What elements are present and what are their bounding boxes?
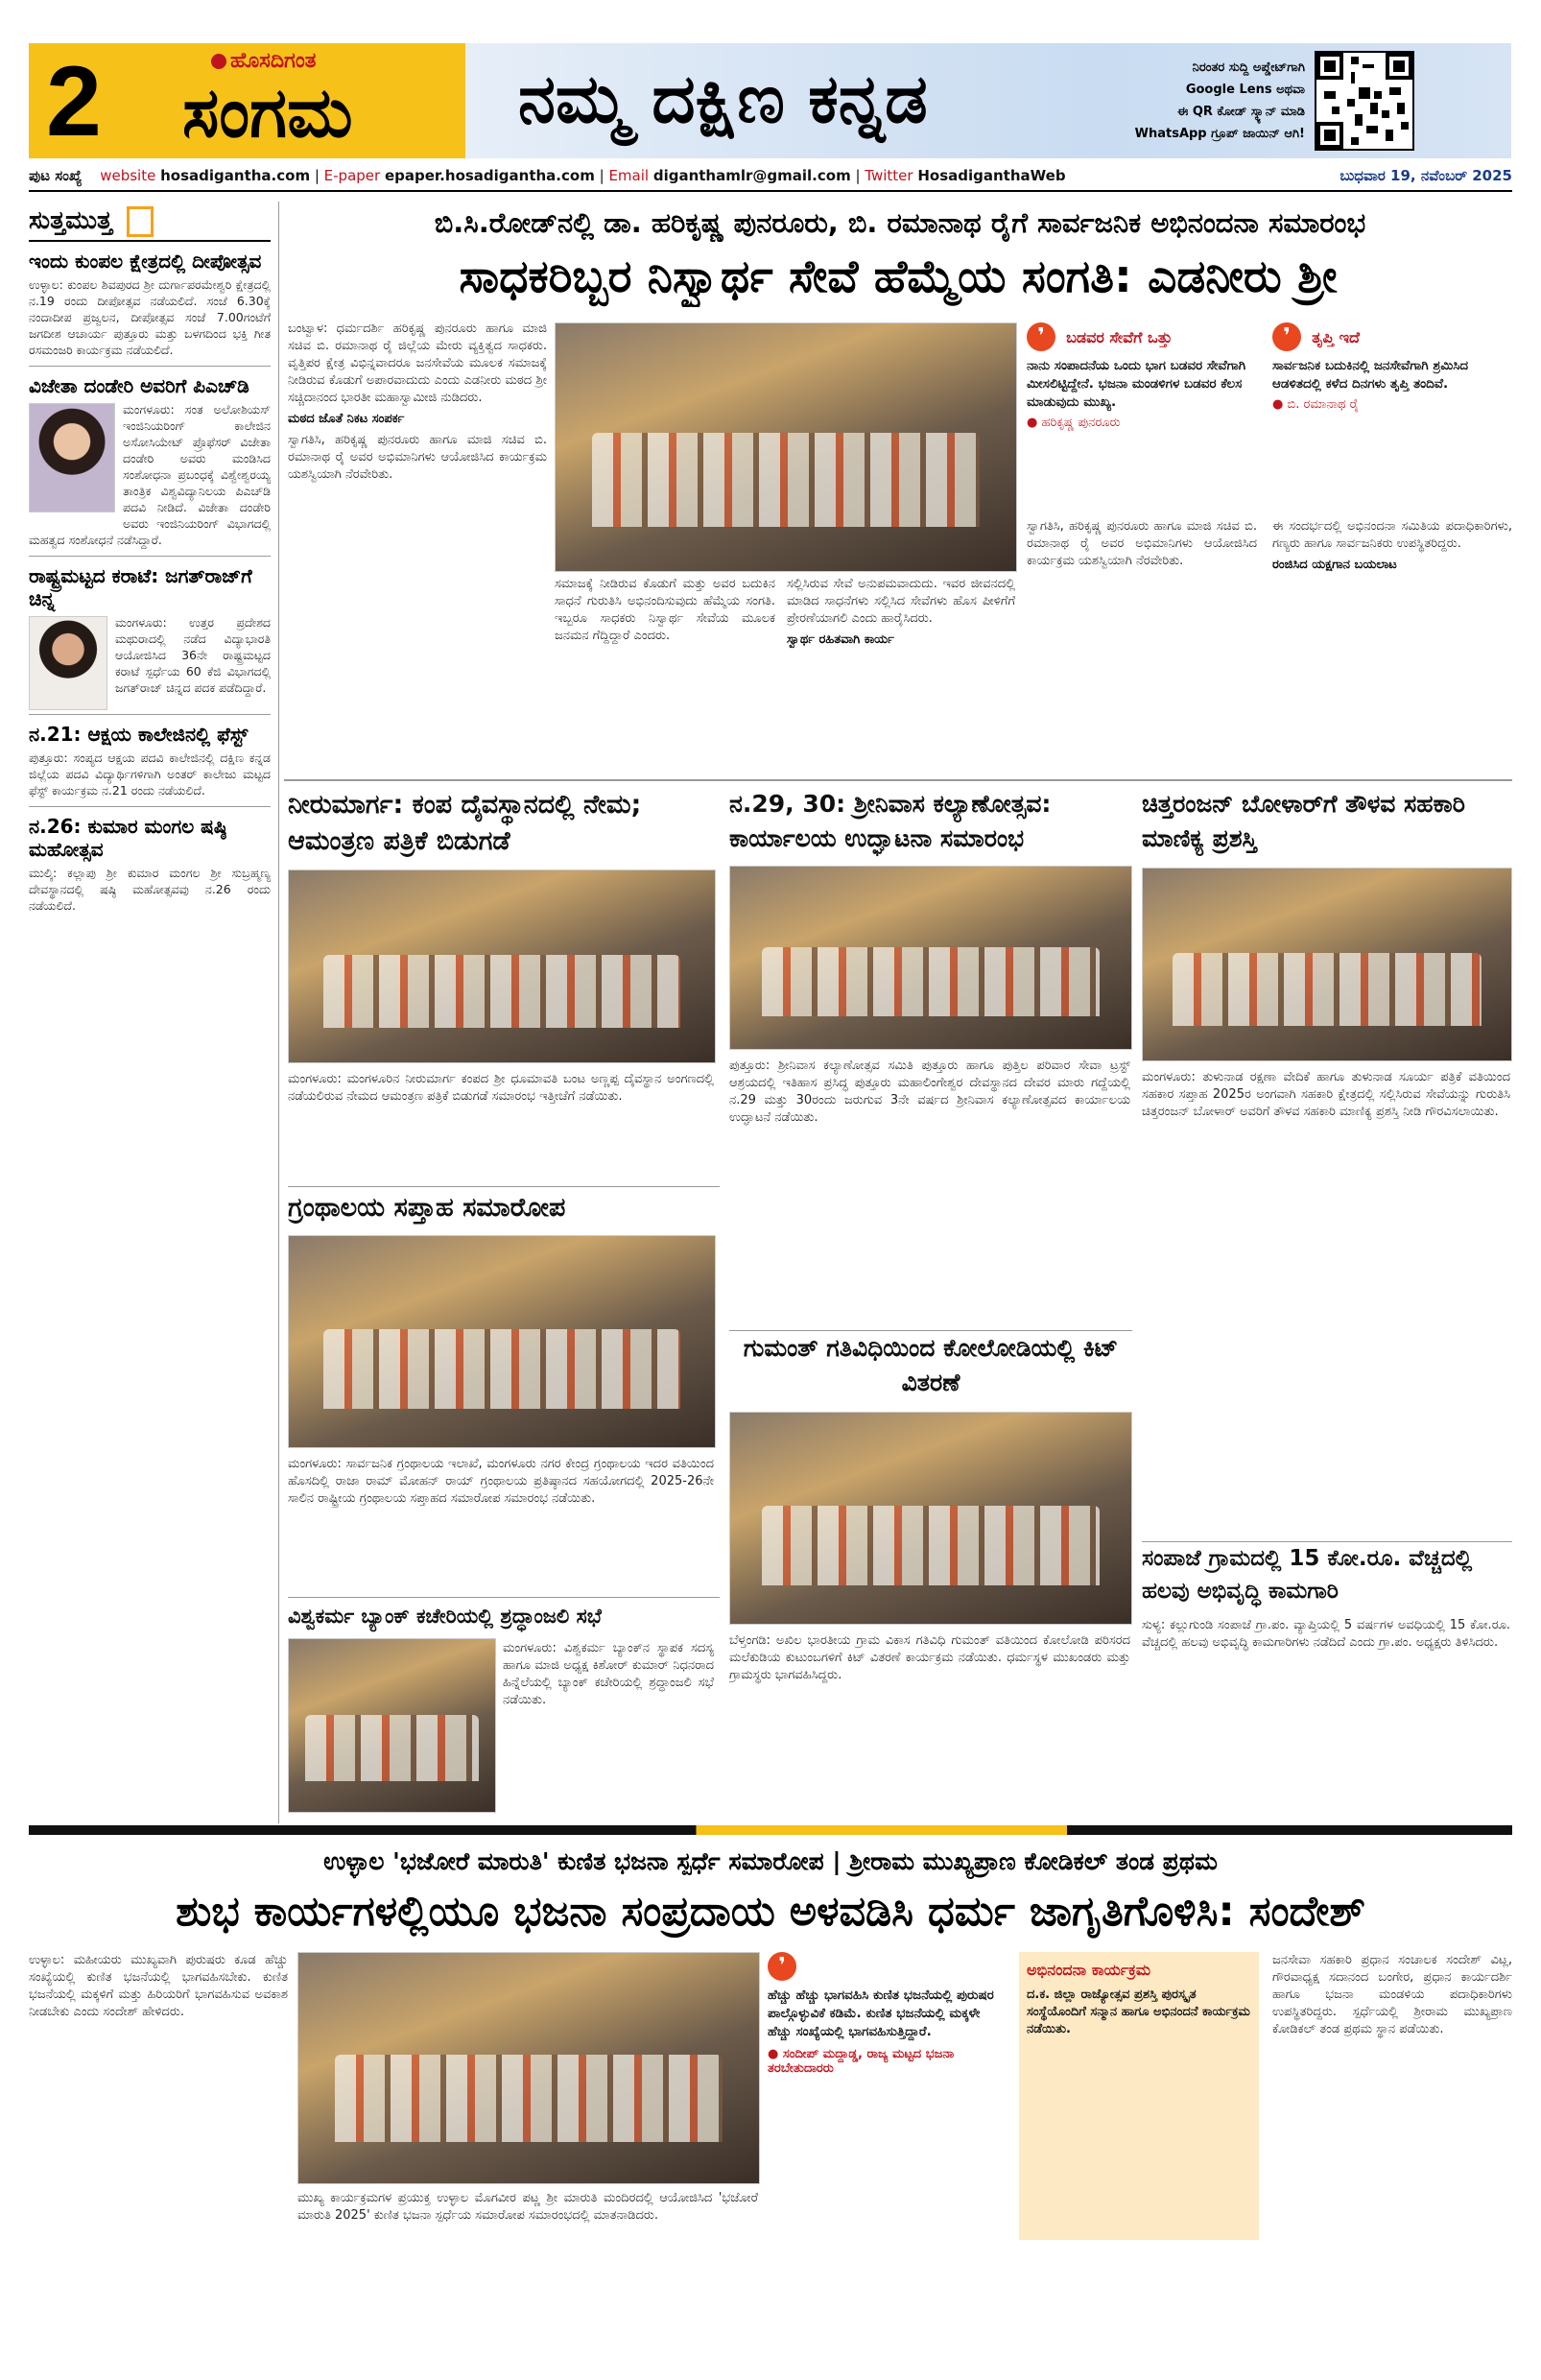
story-headline: ವಿಶ್ವಕರ್ಮ ಬ್ಯಾಂಕ್ ಕಚೇರಿಯಲ್ಲಿ ಶ್ರದ್ಧಾಂಜಲಿ ಸಭೆ	[288, 1605, 602, 1628]
story-text: ಮಂಗಳೂರು: ವಿಶ್ವಕರ್ಮ ಬ್ಯಾಂಕ್‌ನ ಸ್ಥಾಪಕ ಸದಸ್ಯ ಹಾಗೂ ಮಾಜಿ ಅಧ್ಯಕ್ಷ ಕಿಶೋರ್ ಕುಮಾರ್ ನಿಧನರಾದ ಹಿನ್ನೆಲೆಯಲ್ಲಿ ಬ್ಯಾಂಕ್ ಕಚೇರಿಯಲ್ಲಿ ಶ್ರದ್ಧಾಂಜಲಿ ಸಭೆ ನಡೆಯಿತು.	[503, 1641, 714, 1707]
sidebar-item-title: ವಿಜೇತಾ ದಂಡೇರಿ ಅವರಿಗೆ ಪಿಎಚ್‌ಡಿ	[29, 374, 249, 397]
page-number: 2	[46, 46, 102, 157]
lead-body-mid: ಸಮಾಜಕ್ಕೆ ನೀಡಿರುವ ಕೊಡುಗೆ ಮತ್ತು ಅವರ ಬದುಕಿನ ಸಾಧನೆ ಗುರುತಿಸಿ ಅಭಿನಂದಿಸುವುದು ಹೆಮ್ಮೆಯ ಸಂಗತಿ. ಇಬ್ಬರೂ ಸಾಧಕರು ನಿಸ್ವಾರ್ಥ ಸೇವೆಯ ಮೂಲಕ ಜನಮನ ಗೆದ್ದಿದ್ದಾರೆ ಎಂದರು.	[555, 577, 775, 643]
bottom-headline: ಶುಭ ಕಾರ್ಯಗಳಲ್ಲಿಯೂ ಭಜನಾ ಸಂಪ್ರದಾಯ ಅಳವಡಿಸಿ ಧರ್ಮ ಜಾಗೃತಿಗೊಳಿಸಿ: ಸಂದೇಶ್	[176, 1888, 1365, 1936]
sidebar-item-title: ನ.26: ಕುಮಾರ ಮಂಗಲ ಷಷ್ಠಿ ಮಹೋತ್ಸವ	[29, 815, 227, 861]
story-gumanth	[729, 1330, 1132, 1811]
lead-body-mid2: ಸಲ್ಲಿಸಿರುವ ಸೇವೆ ಅನುಪಮವಾದುದು. ಇವರ ಜೀವನದಲ್ಲಿ ಮಾಡಿದ ಸಾಧನೆಗಳು ಸಲ್ಲಿಸಿದ ಸೇವೆಗಳು ಹೊಸ ಪೀಳಿಗೆಗೆ ಪ್ರೇರಣೆಯಾಗಲಿ ಎಂದು ಹಾರೈಸಿದರು. ಸ್ವಾರ್ಥ ರಹಿತವಾಗಿ ಕಾರ್ಯ	[787, 577, 1015, 647]
epaper-link[interactable]: epaper.hosadigantha.com	[384, 167, 595, 184]
story-text: ಬೆಳ್ತಂಗಡಿ: ಅಖಿಲ ಭಾರತೀಯ ಗ್ರಾಮ ವಿಕಾಸ ಗತಿವಿಧಿ ಗುಮಂತ್ ವತಿಯಿಂದ ಕೋಲೋಡಿ ಪರಿಸರದ ಮಲೆಕುಡಿಯ ಕುಟುಂಬಗಳಿಗೆ ಕಿಟ್ ವಿತರಣೆ ಕಾರ್ಯಕ್ರಮ ನಡೆಯಿತು. ಧರ್ಮಸ್ಥಳ ಮುಖಂಡರು ಮತ್ತು ಗ್ರಾಮಸ್ಥರು ಭಾಗವಹಿಸಿದ್ದರು.	[729, 1633, 1130, 1682]
story-photo	[729, 1412, 1132, 1625]
quote-label: ತೃಪ್ತಿ ಇದೆ	[1312, 328, 1361, 346]
story-headline: ಚಿತ್ತರಂಜನ್ ಬೋಳಾರ್‌ಗೆ ತೌಳವ ಸಹಕಾರಿ ಮಾಣಿಕ್ಯ ಪ್ರಶಸ್ತಿ	[1142, 790, 1465, 852]
qr-code[interactable]	[1315, 51, 1414, 151]
quote-icon: ❜	[1027, 322, 1055, 351]
felicitation-text: ದ.ಕ. ಜಿಲ್ಲಾ ರಾಜ್ಯೋತ್ಸವ ಪ್ರಶಸ್ತಿ ಪುರಸ್ಕೃತ ಸಂಸ್ಥೆಯೊಂದಿಗೆ ಸನ್ಮಾನ ಹಾಗೂ ಅಭಿನಂದನೆ ಕಾರ್ಯಕ್ರಮ ನಡೆಯಿತು.	[1027, 1987, 1250, 2036]
quote-box	[1027, 322, 1257, 505]
qr-caption: ನಿರಂತರ ಸುದ್ದಿ ಅಪ್ಡೇಟ್‌ಗಾಗಿ Google Lens ಅಥವಾ ಈ QR ಕೋಡ್ ಸ್ಕ್ಯಾನ್ ಮಾಡಿ WhatsApp ಗ್ರೂಪ್ ಜಾಯಿನ್ ಆಗಿ!	[1134, 60, 1305, 141]
sidebar-item	[29, 806, 271, 914]
story-headline: ನೀರುಮಾರ್ಗ: ಕಂಪ ದೈವಸ್ಥಾನದಲ್ಲಿ ನೇಮ; ಆಮಂತ್ರಣ ಪತ್ರಿಕೆ ಬಿಡುಗಡೆ	[288, 790, 642, 856]
lead-subhead: ಮಠದ ಜೊತೆ ನಿಕಟ ಸಂಪರ್ಕ	[288, 412, 405, 426]
quote-text: ಹೆಚ್ಚು ಹೆಚ್ಚು ಭಾಗವಹಿಸಿ ಕುಣಿತ ಭಜನೆಯಲ್ಲಿ ಪುರುಷರ ಪಾಲ್ಗೊಳ್ಳುವಿಕೆ ಕಡಿಮೆ. ಕುಣಿತ ಭಜನೆಯಲ್ಲಿ ಮಕ್ಕಳೇ ಹೆಚ್ಚು ಸಂಖ್ಯೆಯಲ್ಲಿ ಭಾಗವಹಿಸುತ್ತಿದ್ದಾರೆ.	[768, 1987, 994, 2039]
story-text: ಪುತ್ತೂರು: ಶ್ರೀನಿವಾಸ ಕಲ್ಯಾಣೋತ್ಸವ ಸಮಿತಿ ಪುತ್ತೂರು ಹಾಗೂ ಪುತ್ತಿಲ ಪರಿವಾರ ಸೇವಾ ಟ್ರಸ್ಟ್ ಆಶ್ರಯದಲ್ಲಿ ಇತಿಹಾಸ ಪ್ರಸಿದ್ಧ ಪುತ್ತೂರು ಮಹಾಲಿಂಗೇಶ್ವರ ದೇವಸ್ಥಾನದ ದೇವರ ಮಾರು ಗದ್ದೆಯಲ್ಲಿ ನ.29 ಮತ್ತು 30ರಂದು ಜರುಗುವ 3ನೇ ವರ್ಷದ ಶ್ರೀನಿವಾಸ ಕಲ್ಯಾಣೋತ್ಸವದ ಕಾರ್ಯಾಲಯ ಉದ್ಘಾಟನೆ ನಡೆಯಿತು.	[729, 1059, 1130, 1125]
section-divider	[29, 1825, 1512, 1835]
story-photo	[288, 869, 716, 1063]
bottom-photo	[297, 1952, 760, 2184]
bottom-text-left: ಉಳ್ಳಾಲ: ಮಹೀಯರು ಮುಖ್ಯವಾಗಿ ಪುರುಷರು ಕೂಡ ಹೆಚ್ಚು ಸಂಖ್ಯೆಯಲ್ಲಿ ಕುಣಿತ ಭಜನೆಯಲ್ಲಿ ಭಾಗವಹಿಸಬೇಕು. ಕುಣಿತ ಭಜನೆಯಲ್ಲಿ ಮಕ್ಕಳಿಗೆ ಮತ್ತು ಹಿರಿಯರಿಗೆ ಭಾಗವಹಿಸುವ ಅವಕಾಶ ನೀಡಬೇಕು ಎಂದು ಸಂದೇಶ್ ಹೇಳಿದರು.	[29, 1953, 288, 2019]
quote-label: ಬಡವರ ಸೇವೆಗೆ ಒತ್ತು	[1066, 328, 1173, 346]
sidebar-item-title: ನ.21: ಆಕ್ಷಯ ಕಾಲೇಜಿನಲ್ಲಿ ಫೆಸ್ಟ್	[29, 723, 249, 746]
brand-logo: ಹೊಸದಿಗಂತ	[211, 49, 316, 73]
quote-icon: ❜	[1272, 322, 1301, 351]
sidebar-item-text: ಮಂಗಳೂರು: ಸಂತ ಅಲೋಶಿಯಸ್ ಇಂಜಿನಿಯರಿಂಗ್ ಕಾಲೇಜಿನ ಅಸೋಸಿಯೇಟ್ ಪ್ರೊಫೆಸರ್ ವಿಜೇತಾ ದಂಡೇರಿ ಅವರು ಮಂಡಿಸಿದ ಸಂಶೋಧನಾ ಪ್ರಬಂಧಕ್ಕೆ ವಿಶ್ವೇಶ್ವರಯ್ಯ ತಾಂತ್ರಿಕ ವಿಶ್ವವಿದ್ಯಾನಿಲಯ ಪಿಎಚ್‌ಡಿ ಪದವಿ ನೀಡಿದೆ. ವಿಜೇತಾ ದಂಡೇರಿ ಅವರು ಇಂಜಿನಿಯರಿಂಗ್ ವಿಭಾಗದಲ್ಲಿ ಮಹತ್ವದ ಸಂಶೋಧನೆ ನಡೆಸಿದ್ದಾರೆ.	[29, 402, 271, 547]
story-neerumarga	[288, 787, 720, 1180]
story-photo	[729, 866, 1132, 1050]
felicitation-box	[1019, 1952, 1259, 2240]
sidebar-title: ಸುತ್ತಮುತ್ತ	[29, 202, 271, 242]
region-title: ನಮ್ಮ ದಕ್ಷಿಣ ಕನ್ನಡ	[518, 60, 928, 138]
story-headline: ಗ್ರಂಥಾಲಯ ಸಪ್ತಾಹ ಸಮಾರೋಪ	[288, 1193, 566, 1223]
lead-subhead-3: ರಂಜಿಸಿದ ಯಕ್ಷಗಾನ ಬಯಲಾಟ	[1272, 558, 1397, 572]
quote-icon: ❜	[768, 1952, 796, 1981]
quote-author: ● ಸಂದೀಪ್ ಮದ್ದಾಡ್ಡ, ರಾಜ್ಯ ಮಟ್ಟದ ಭಜನಾ ತರಬೇತುದಾರರು	[768, 2047, 955, 2076]
bottom-text-right: ಜನಸೇವಾ ಸಹಕಾರಿ ಪ್ರಧಾನ ಸಂಚಾಲಕ ಸಂದೇಶ್ ವಿಟ್ಲ, ಗೌರವಾಧ್ಯಕ್ಷ ಸದಾನಂದ ಬಂಗೇರ, ಪ್ರಧಾನ ಕಾರ್ಯದರ್ಶಿ ಹಾಗೂ ಭಜನಾ ಮಂಡಳಿಯ ಪದಾಧಿಕಾರಿಗಳು ಉಪಸ್ಥಿತರಿದ್ದರು. ಸ್ಪರ್ಧೆಯಲ್ಲಿ ಶ್ರೀರಾಮ ಮುಖ್ಯಪ್ರಾಣ ಕೋಡಿಕಲ್ ತಂಡ ಪ್ರಥಮ ಸ್ಥಾನ ಪಡೆಯಿತು.	[1272, 1953, 1512, 2036]
quote-author: ● ಬಿ. ರಮಾನಾಥ ರೈ	[1272, 397, 1360, 412]
divider	[284, 779, 1512, 781]
page-label: ಪುಟ ಸಂಖ್ಯೆ	[29, 167, 83, 184]
story-photo	[288, 1638, 496, 1813]
sidebar-item	[29, 250, 271, 358]
book-icon	[127, 206, 154, 237]
sidebar-item	[29, 366, 271, 548]
issue-date: ಬುಧವಾರ 19, ನವೆಂಬರ್ 2025	[1339, 167, 1512, 184]
lead-photo	[555, 322, 1017, 572]
lead-subhead-2: ಸ್ವಾರ್ಥ ರಹಿತವಾಗಿ ಕಾರ್ಯ	[787, 632, 894, 647]
lead-kicker: ಬಿ.ಸಿ.ರೋಡ್‌ನಲ್ಲಿ ಡಾ. ಹರಿಕೃಷ್ಣ ಪುನರೂರು, ಬಿ. ರಮಾನಾಥ ರೈಗೆ ಸಾರ್ವಜನಿಕ ಅಭಿನಂದನಾ ಸಮಾರಂಭ	[434, 206, 1366, 239]
quote-author: ● ಹರಿಕೃಷ್ಣ ಪುನರೂರು	[1027, 416, 1121, 430]
story-text: ಮಂಗಳೂರು: ಸಾರ್ವಜನಿಕ ಗ್ರಂಥಾಲಯ ಇಲಾಖೆ, ಮಂಗಳೂರು ನಗರ ಕೇಂದ್ರ ಗ್ರಂಥಾಲಯ ಇದರ ವತಿಯಿಂದ ಹೊಸದಿಲ್ಲಿ ರಾಜಾ ರಾಮ್ ಮೋಹನ್ ರಾಯ್ ಗ್ರಂಥಾಲಯ ಪ್ರತಿಷ್ಠಾನದ ಸಹಯೋಗದಲ್ಲಿ 2025-26ನೇ ಸಾಲಿನ ರಾಷ್ಟ್ರೀಯ ಗ್ರಂಥಾಲಯ ಸಪ್ತಾಹದ ಸಮಾರೋಪ ಸಮಾರಂಭ ನಡೆಯಿತು.	[288, 1457, 714, 1506]
story-photo	[288, 1235, 716, 1448]
sidebar-item-text: ಉಳ್ಳಾಲ: ಕುಂಪಲ ಶಿವಪುರದ ಶ್ರೀ ದುರ್ಗಾಪರಮೇಶ್ವರಿ ಕ್ಷೇತ್ರದಲ್ಲಿ ನ.19 ರಂದು ದೀಪೋತ್ಸವ ನಡೆಯಲಿದೆ. ಸಂಜೆ 6.30ಕ್ಕೆ ನಂದಾದೀಪ ಪ್ರಜ್ವಲನ, ದೀಪೋತ್ಸವ ಸಂಜೆ 7.00ಗಂಟೆಗೆ ಜಗದೀಶ ಆಚಾರ್ಯ ಪುತ್ತೂರು ಮತ್ತು ಬಳಗದಿಂದ ಭಕ್ತಿ ಗೀತ ರಸಮಂಜರಿ ಕಾರ್ಯಕ್ರಮ ನಡೆಯಲಿದೆ.	[29, 277, 271, 357]
quote-text: ಸಾರ್ವಜನಿಕ ಬದುಕಿನಲ್ಲಿ ಜನಸೇವೆಗಾಗಿ ಶ್ರಮಿಸಿದ ಆಡಳಿತದಲ್ಲಿ ಕಳೆದ ದಿನಗಳು ತೃಪ್ತಿ ತಂದಿವೆ.	[1272, 358, 1469, 392]
email-label: Email	[608, 167, 650, 184]
info-bar: ಪುಟ ಸಂಖ್ಯೆ website hosadigantha.com | E-paper epaper.hosadigantha.com | Email diganthamlr@gmail.com | Twitter HosadiganthaWeb ಬುಧವಾರ 19, ನವೆಂಬರ್ 2025	[29, 163, 1512, 192]
sidebar-item-text: ಪುತ್ತೂರು: ಸಂಪ್ಯದ ಆಕ್ಷಯ ಪದವಿ ಕಾಲೇಜಿನಲ್ಲಿ ದಕ್ಷಿಣ ಕನ್ನಡ ಜಿಲ್ಲೆಯ ಪದವಿ ವಿದ್ಯಾರ್ಥಿಗಳಿಗಾಗಿ ಅಂತರ್ ಕಾಲೇಜು ಮಟ್ಟದ ಫೆಸ್ಟ್ ಕಾರ್ಯಕ್ರಮ ನ.21 ರಂದು ನಡೆಯಲಿದೆ.	[29, 750, 271, 797]
story-sampaje	[1142, 1541, 1512, 1815]
story-text: ಮಂಗಳೂರು: ತುಳುನಾಡ ರಕ್ಷಣಾ ವೇದಿಕೆ ಹಾಗೂ ತುಳುನಾಡ ಸೂರ್ಯ ಪತ್ರಿಕೆ ವತಿಯಿಂದ ಸಹಕಾರ ಸಪ್ತಾಹ 2025ರ ಅಂಗವಾಗಿ ಸಹಕಾರಿ ಕ್ಷೇತ್ರದಲ್ಲಿ ಸಲ್ಲಿಸಿರುವ ಸೇವೆಯನ್ನು ಗುರುತಿಸಿ ಚಿತ್ತರಂಜನ್ ಬೋಳಾರ್ ಅವರಿಗೆ ತೌಳವ ಸಹಕಾರಿ ಮಾಣಿಕ್ಯ ಪ್ರಶಸ್ತಿ ನೀಡಿ ಗೌರವಿಸಲಾಯಿತು.	[1142, 1070, 1510, 1119]
section-name: ಸಂಗಮ	[182, 72, 353, 153]
portrait-photo	[29, 616, 107, 710]
twitter-link[interactable]: HosadiganthaWeb	[917, 167, 1066, 184]
story-text: ಮಂಗಳೂರು: ಮಂಗಳೂರಿನ ನೀರುಮಾರ್ಗ ಕಂಪದ ಶ್ರೀ ಧೂಮಾವತಿ ಬಂಟ ಅಣ್ಣಪ್ಪ ದೈವಸ್ಥಾನ ಅಂಗಣದಲ್ಲಿ ನಡೆಯಲಿರುವ ನೇಮದ ಆಮಂತ್ರಣ ಪತ್ರಿಕೆ ಬಿಡುಗಡೆ ಸಮಾರಂಭ ಇತ್ತೀಚೆಗೆ ನಡೆಯಿತು.	[288, 1072, 714, 1104]
lead-body-left: ಬಂಟ್ವಾಳ: ಧರ್ಮದರ್ಶಿ ಹರಿಕೃಷ್ಣ ಪುನರೂರು ಹಾಗೂ ಮಾಜಿ ಸಚಿವ ಬಿ. ರಮಾನಾಥ ರೈ ಜಿಲ್ಲೆಯ ಮೇರು ವ್ಯಕ್ತಿತ್ವದ ಸಾಧಕರು. ವೃತ್ತಿಪರ ಕ್ಷೇತ್ರ ವಿಭಿನ್ನವಾದರೂ ಜನಸೇವೆಯ ಮೂಲಕ ಸಮಾಜಕ್ಕೆ ನೀಡಿರುವ ಕೊಡುಗೆ ಅಪಾರವಾದುದು ಎಂದು ಎಡನೀರು ಮಠದ ಶ್ರೀ ಸಚ್ಚಿದಾನಂದ ಭಾರತೀ ಮಹಾಸ್ವಾಮೀಜಿ ನುಡಿದರು. ಮಠದ ಜೊತೆ ನಿಕಟ ಸಂಪರ್ಕ ಸ್ವಾಗತಿಸಿ, ಹರಿಕೃಷ್ಣ ಪುನರೂರು ಹಾಗೂ ಮಾಜಿ ಸಚಿವ ಬಿ. ರಮಾನಾಥ ರೈ ಅವರ ಅಭಿಮಾನಿಗಳು ಆಯೋಜಿಸಿದ ಕಾರ್ಯಕ್ರಮ ಯಶಸ್ವಿಯಾಗಿ ನೆರವೇರಿತು.	[288, 321, 547, 482]
website-label: website	[100, 167, 156, 184]
quote-box	[1272, 322, 1512, 505]
portrait-photo	[29, 403, 115, 512]
story-headline: ಸಂಪಾಜೆ ಗ್ರಾಮದಲ್ಲಿ 15 ಕೋ.ರೂ. ವೆಚ್ಚದಲ್ಲಿ ಹಲವು ಅಭಿವೃದ್ಧಿ ಕಾಮಗಾರಿ	[1142, 1546, 1473, 1604]
story-text: ಸುಳ್ಯ: ಕಲ್ಲುಗುಂಡಿ ಸಂಪಾಜೆ ಗ್ರಾ.ಪಂ. ವ್ಯಾಪ್ತಿಯಲ್ಲಿ 5 ವರ್ಷಗಳ ಅವಧಿಯಲ್ಲಿ 15 ಕೋ.ರೂ. ವೆಚ್ಚದಲ್ಲಿ ಹಲವು ಅಭಿವೃದ್ಧಿ ಕಾಮಗಾರಿಗಳು ನಡೆದಿದೆ ಎಂದು ಗ್ರಾ.ಪಂ. ಅಧ್ಯಕ್ಷರು ತಿಳಿಸಿದರು.	[1142, 1618, 1510, 1650]
story-photo	[1142, 868, 1512, 1061]
quote-text: ನಾನು ಸಂಪಾದನೆಯ ಒಂದು ಭಾಗ ಬಡವರ ಸೇವೆಗಾಗಿ ಮೀಸಲಿಟ್ಟಿದ್ದೇನೆ. ಭಜನಾ ಮಂಡಳಿಗಳ ಬಡವರ ಕೆಲಸ ಮಾಡುವುದು ಮುಖ್ಯ.	[1027, 358, 1246, 410]
brand-logo-icon	[211, 54, 226, 69]
sidebar-item-title: ಇಂದು ಕುಂಪಲ ಕ್ಷೇತ್ರದಲ್ಲಿ ದೀಪೋತ್ಸವ	[29, 250, 262, 273]
email-link[interactable]: diganthamlr@gmail.com	[652, 167, 851, 184]
felicitation-label: ಅಭಿನಂದನಾ ಕಾರ್ಯಕ್ರಮ	[1027, 1961, 1151, 1979]
sidebar-item-text: ಮುಲ್ಕಿ: ಕಲ್ಲಾಪು ಶ್ರೀ ಕುಮಾರ ಮಂಗಲ ಶ್ರೀ ಸುಬ್ರಹ್ಮಣ್ಯ ದೇವಸ್ಥಾನದಲ್ಲಿ ಷಷ್ಠಿ ಮಹೋತ್ಸವವು ನ.26 ರಂದು ನಡೆಯಲಿದೆ.	[29, 866, 271, 913]
story-srinivasa	[729, 787, 1132, 1324]
sidebar-item-title: ರಾಷ್ಟ್ರಮಟ್ಟದ ಕರಾಟೆ: ಜಗತ್‌ರಾಜ್‌ಗೆ ಚಿನ್ನ	[29, 564, 252, 610]
epaper-label: E-paper	[323, 167, 381, 184]
bottom-text-mid: ಮುಖ್ಯ ಕಾರ್ಯಕ್ರಮಗಳ ಪ್ರಯುಕ್ತ ಉಳ್ಳಾಲ ಮೊಗವೀರ ಪಟ್ಣ ಶ್ರೀ ಮಾರುತಿ ಮಂದಿರದಲ್ಲಿ ಆಯೋಜಿಸಿದ 'ಭಜೋರೆ ಮಾರುತಿ 2025' ಕುಣಿತ ಭಜನಾ ಸ್ಪರ್ಧೆಯ ಸಮಾರೋಪ ಸಮಾರಂಭದಲ್ಲಿ ಮಾತನಾಡಿದರು.	[297, 2191, 758, 2223]
twitter-label: Twitter	[865, 167, 913, 184]
sidebar	[29, 202, 279, 1823]
sidebar-item	[29, 556, 271, 696]
sidebar-item	[29, 714, 271, 798]
lead-body-col4: ಸ್ವಾಗತಿಸಿ, ಹರಿಕೃಷ್ಣ ಪುನರೂರು ಹಾಗೂ ಮಾಜಿ ಸಚಿವ ಬಿ. ರಮಾನಾಥ ರೈ ಅವರ ಅಭಿಮಾನಿಗಳು ಆಯೋಜಿಸಿದ ಕಾರ್ಯಕ್ರಮ ಯಶಸ್ವಿಯಾಗಿ ನೆರವೇರಿತು.	[1027, 519, 1257, 568]
story-headline: ನ.29, 30: ಶ್ರೀನಿವಾಸ ಕಲ್ಯಾಣೋತ್ಸವ: ಕಾರ್ಯಾಲಯ ಉದ್ಘಾಟನಾ ಸಮಾರಂಭ	[729, 790, 1052, 852]
story-granthalaya	[288, 1186, 720, 1590]
website-link[interactable]: hosadigantha.com	[160, 167, 311, 184]
story-chittaranjan	[1142, 787, 1512, 1535]
story-vishwakarma	[288, 1597, 720, 1815]
bottom-quote	[768, 1952, 1008, 2240]
lead-body-col5: ಈ ಸಂದರ್ಭದಲ್ಲಿ ಅಭಿನಂದನಾ ಸಮಿತಿಯ ಪದಾಧಿಕಾರಿಗಳು, ಗಣ್ಯರು ಹಾಗೂ ಸಾರ್ವಜನಿಕರು ಉಪಸ್ಥಿತರಿದ್ದರು. ರಂಜಿಸಿದ ಯಕ್ಷಗಾನ ಬಯಲಾಟ	[1272, 519, 1512, 572]
bottom-kicker: ಉಳ್ಳಾಲ 'ಭಜೋರೆ ಮಾರುತಿ' ಕುಣಿತ ಭಜನಾ ಸ್ಪರ್ಧೆ ಸಮಾರೋಪ | ಶ್ರೀರಾಮ ಮುಖ್ಯಪ್ರಾಣ ಕೋಡಿಕಲ್ ತಂಡ ಪ್ರಥಮ	[323, 1847, 1218, 1875]
sidebar-item-text: ಮಂಗಳೂರು: ಉತ್ತರ ಪ್ರದೇಶದ ಮಥುರಾದಲ್ಲಿ ನಡೆದ ವಿದ್ಯಾಭಾರತಿ ಆಯೋಜಿಸಿದ 36ನೇ ರಾಷ್ಟ್ರಮಟ್ಟದ ಕರಾಟೆ ಸ್ಪರ್ಧೆಯ 60 ಕೆಜಿ ವಿಭಾಗದಲ್ಲಿ ಜಗತ್‌ರಾಜ್ ಚಿನ್ನದ ಪದಕ ಪಡೆದಿದ್ದಾರೆ.	[115, 615, 271, 695]
story-headline: ಗುಮಂತ್ ಗತಿವಿಧಿಯಿಂದ ಕೋಲೋಡಿಯಲ್ಲಿ ಕಿಟ್ ವಿತರಣೆ	[743, 1334, 1119, 1396]
masthead	[29, 43, 1512, 158]
lead-headline: ಸಾಧಕರಿಬ್ಬರ ನಿಸ್ವಾರ್ಥ ಸೇವೆ ಹೆಮ್ಮೆಯ ಸಂಗತಿ: ಎಡನೀರು ಶ್ರೀ	[459, 250, 1338, 303]
